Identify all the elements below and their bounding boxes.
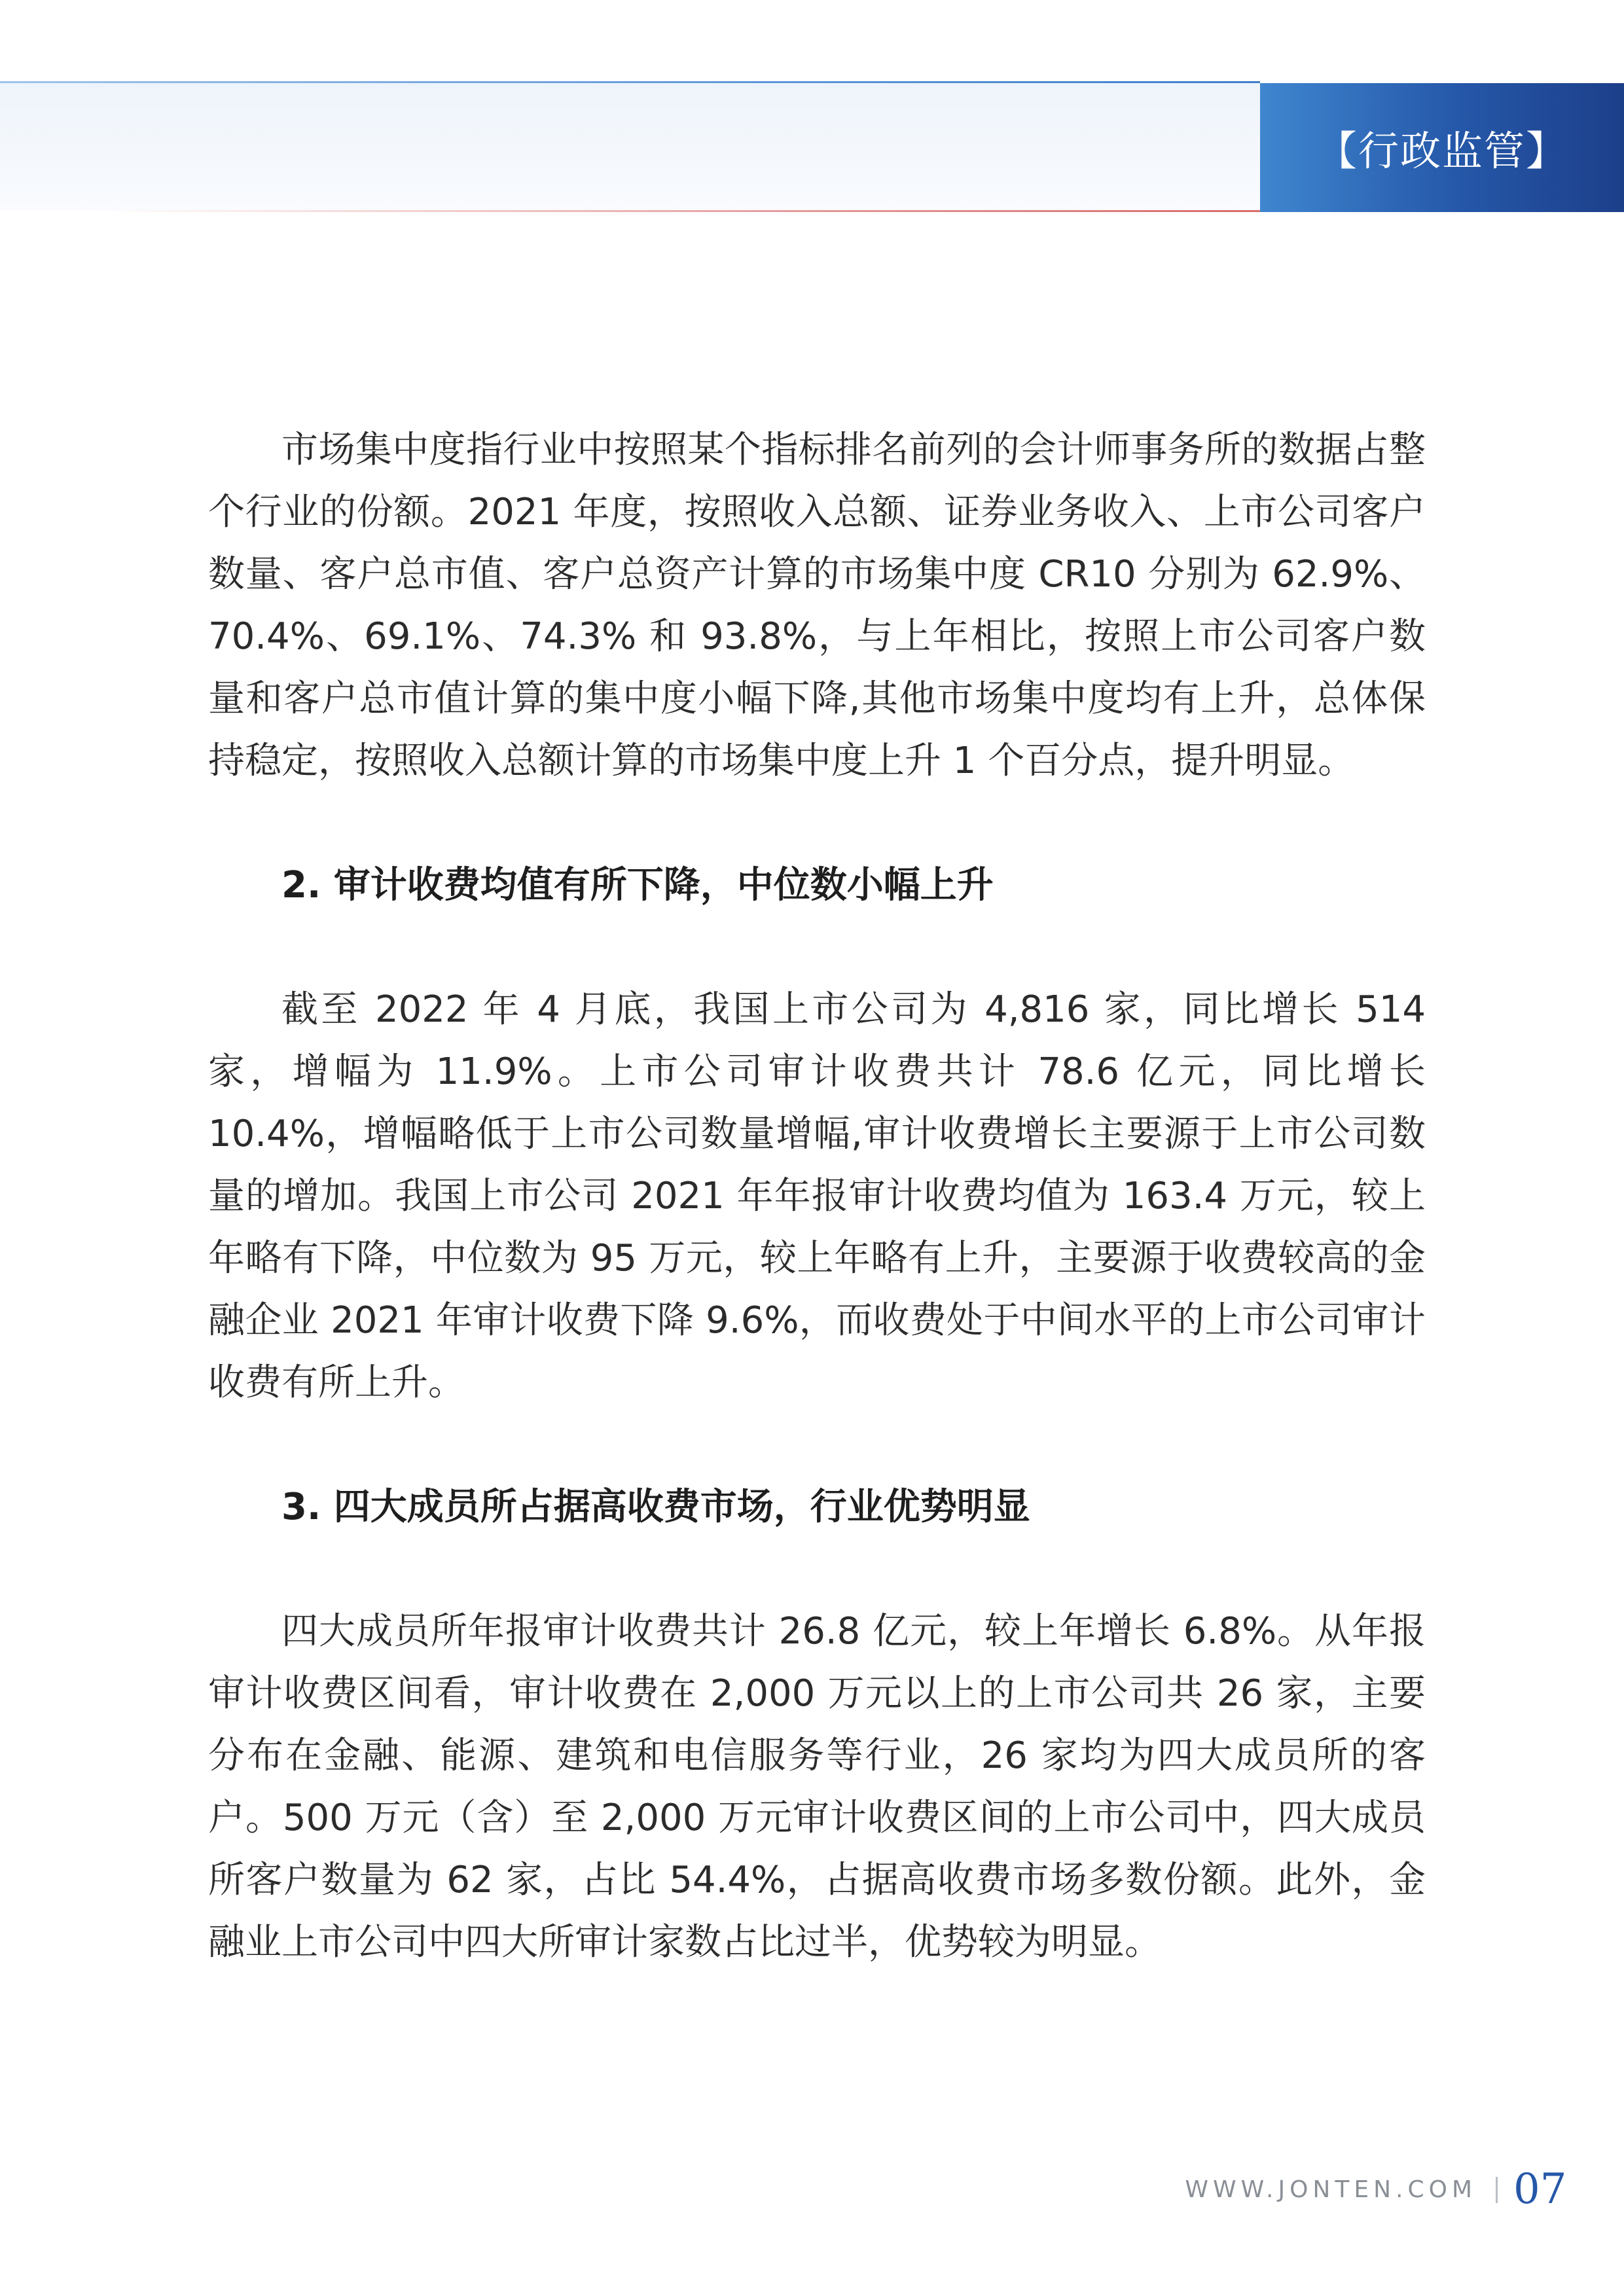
heading-big-four: 3. 四大成员所占据高收费市场，行业优势明显 [281,1486,1030,1528]
page-number: 07 [1513,2165,1567,2214]
footer-divider [1496,2177,1498,2203]
heading-audit-fee-average: 2. 审计收费均值有所下降，中位数小幅上升 [281,864,994,906]
paragraph-market-concentration: 市场集中度指行业中按照某个指标排名前列的会计师事务所的数据占整个行业的份额。2021 年度，按照收入总额、证券业务收入、上市公司客户数量、客户总市值、客户总资产计算的市场集中度 CR10 分别为 62.9%、70.4%、69.1%、74.3% 和 93.8%，与上年相比，按照上市公司客户数量和客户总市值计算的集中度小幅下降,其他市场集中度均有上升，总体保持稳定，按照收入总额计算的市场集中度上升 1 个百分点，提升明显。 [208,429,1426,782]
paragraph-audit-fees: 截至 2022 年 4 月底，我国上市公司为 4,816 家，同比增长 514 家，增幅为 11.9%。上市公司审计收费共计 78.6 亿元，同比增长 10.4%，增幅略低于上市公司数量增幅,审计收费增长主要源于上市公司数量的增加。我国上市公司 2021 年年报审计收费均值为 163.4 万元，较上年略有下降，中位数为 95 万元，较上年略有上升，主要源于收费较高的金融企业 2021 年审计收费下降 9.6%，而收费处于中间水平的上市公司审计收费有所上升。 [208,988,1426,1404]
header-band [0,83,1260,210]
paragraph-big-four: 四大成员所年报审计收费共计 26.8 亿元，较上年增长 6.8%。从年报审计收费区间看，审计收费在 2,000 万元以上的上市公司共 26 家，主要分布在金融、能源、建筑和电信服务等行业，26 家均为四大成员所的客户。500 万元（含）至 2,000 万元审计收费区间的上市公司中，四大成员所客户数量为 62 家，占比 54.4%，占据高收费市场多数份额。此外，金融业上市公司中四大所审计家数占比过半，优势较为明显。 [208,1610,1426,1964]
section-tag: 【行政监管】 [1260,83,1624,212]
article-body [208,419,1426,1973]
footer-website: WWW.JONTEN.COM [1185,2176,1477,2203]
header-divider-line [98,210,1260,212]
